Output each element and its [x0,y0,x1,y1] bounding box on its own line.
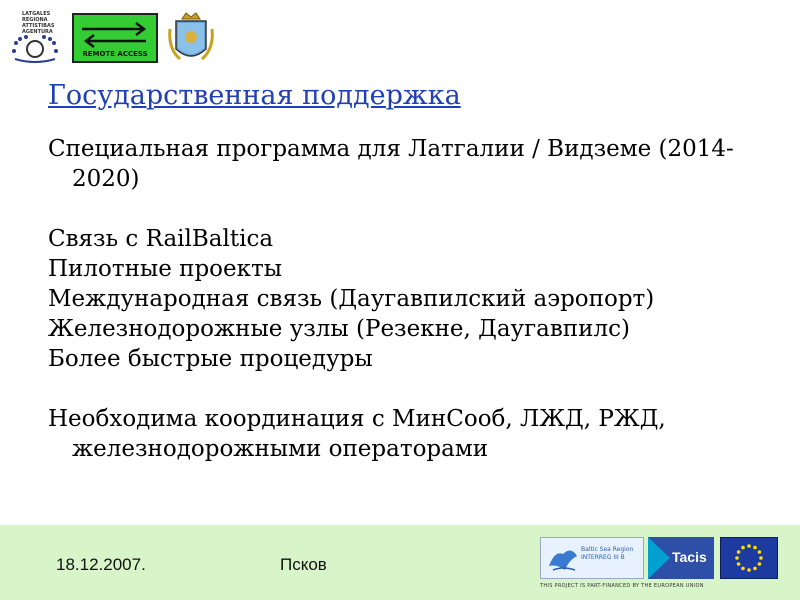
tacis-label: Tacis [672,549,707,565]
baltic-sea-region-logo [540,537,644,579]
bullet-special-program: Специальная программа для Латгалии / Видземе (2014-2020) [48,136,734,192]
remote-access-label: REMOTE ACCESS [82,50,148,58]
slide-footer [0,525,800,600]
footer-place: Псков [280,555,327,574]
baltic-sea-region-label: Baltic Sea Region INTERREG III B [581,546,634,561]
tacis-emblem-icon [648,537,670,579]
regional-agency-logo-text: LATGALES REGIONA ATTISTIBAS AGENTURA [22,11,55,35]
remote-access-arrows-icon [80,19,150,49]
partner-logos [540,533,780,593]
eu-stars-icon [721,538,777,578]
header-logos [10,8,214,68]
baltic-sea-region-icon [545,540,581,576]
coat-of-arms-logo [168,9,214,67]
eu-flag [720,537,778,579]
slide-content [48,134,768,464]
regional-agency-emblem-icon [10,35,60,65]
footer-date: 18.12.2007. [56,555,146,574]
bullet-railway-hubs: Железнодорожные узлы (Резекне, Даугавпилс) [48,316,630,342]
bullet-pilot-projects: Пилотные проекты [48,256,283,282]
coat-of-arms-icon [168,9,214,67]
remote-access-logo [72,13,158,63]
bullet-coordination: Необходима координация с МинСооб, ЛЖД, РЖД, железнодорожными операторами [48,406,666,462]
regional-agency-logo [10,9,62,67]
partner-caption: THIS PROJECT IS PART-FINANCED BY THE EUROPEAN UNION [540,583,704,589]
bullet-international-link: Международная связь (Даугавпилский аэропорт) [48,286,655,312]
tacis-logo [648,537,714,579]
slide-title: Государственная поддержка [48,80,461,111]
bullet-faster-procedures: Более быстрые процедуры [48,346,373,372]
bullet-railbaltica: Связь с RailBaltica [48,226,274,252]
